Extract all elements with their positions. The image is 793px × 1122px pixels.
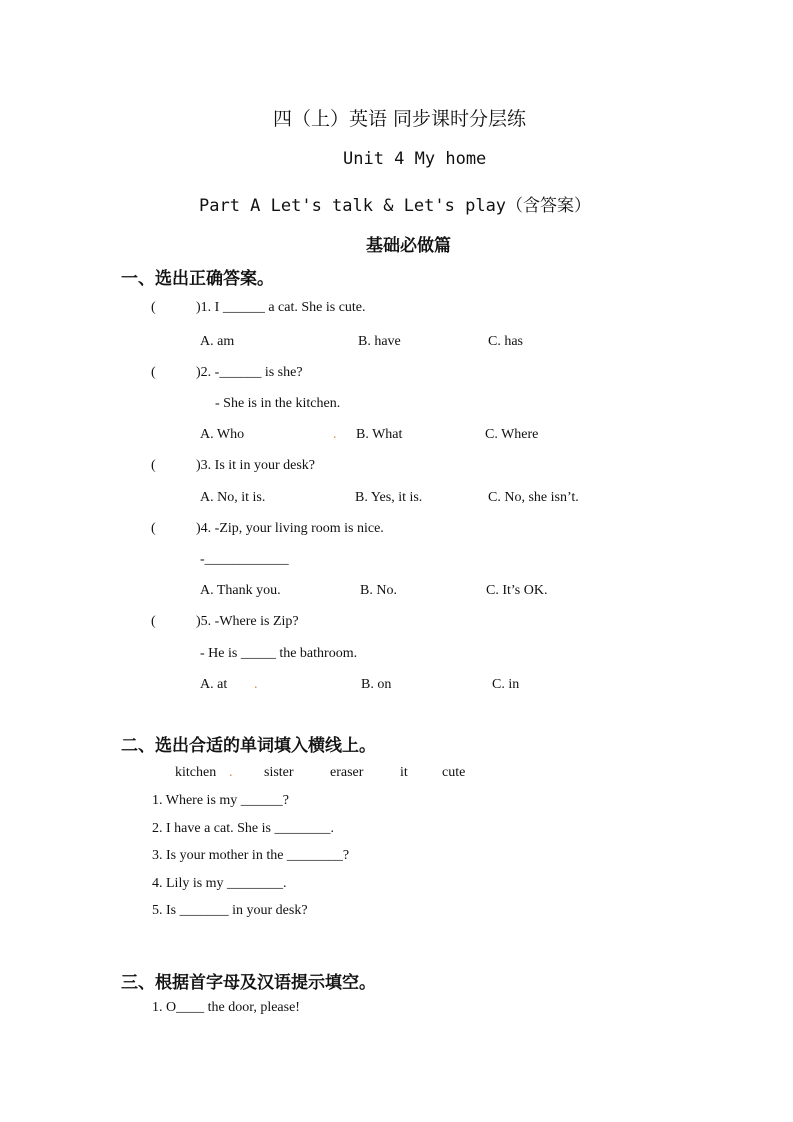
option-a: A. Thank you. [200, 583, 281, 598]
question-stem: )1. I ______ a cat. She is cute. [196, 300, 366, 315]
option-a: A. No, it is. [200, 490, 266, 505]
unit-title: Unit 4 My home [343, 149, 487, 169]
option-b: B. Yes, it is. [355, 490, 423, 505]
answer-bracket: ( [151, 365, 156, 380]
option-b: B. What [356, 427, 403, 442]
answer-bracket: ( [151, 458, 156, 473]
question-stem: )3. Is it in your desk? [196, 458, 315, 473]
fill-item-3: 3. Is your mother in the ________? [152, 848, 350, 863]
word-bank-item: it [400, 765, 408, 780]
word-bank-item: cute [442, 765, 466, 780]
section3-heading: 三、根据首字母及汉语提示填空。 [121, 973, 376, 993]
fill-item-2: 2. I have a cat. She is ________. [152, 821, 334, 836]
option-a: A. Who [200, 427, 245, 442]
answer-bracket: ( [151, 300, 156, 315]
word-bank-item: kitchen [175, 765, 217, 780]
question-sub-line: - He is _____ the bathroom. [200, 646, 358, 661]
answer-bracket: ( [151, 521, 156, 536]
option-c: C. It’s OK. [486, 583, 548, 598]
option-c: C. No, she isn’t. [488, 490, 579, 505]
question-stem: )5. -Where is Zip? [196, 614, 299, 629]
section1-heading: 一、选出正确答案。 [121, 269, 274, 289]
worksheet-title: 四（上）英语 同步课时分层练 [273, 108, 527, 130]
option-b: B. have [358, 334, 401, 349]
option-b: B. on [361, 677, 392, 692]
question-stem: )4. -Zip, your living room is nice. [196, 521, 384, 536]
question-sub-line: - She is in the kitchen. [215, 396, 341, 411]
question-stem: )2. -______ is she? [196, 365, 303, 380]
option-a: A. am [200, 334, 235, 349]
stray-dot: . [229, 765, 233, 780]
fill-item-4: 4. Lily is my ________. [152, 876, 287, 891]
option-a: A. at [200, 677, 228, 692]
answer-bracket: ( [151, 614, 156, 629]
word-bank-item: sister [264, 765, 294, 780]
option-b: B. No. [360, 583, 397, 598]
level-title: 基础必做篇 [366, 236, 451, 256]
option-c: C. Where [485, 427, 539, 442]
fill-item-1: 1. Where is my ______? [152, 793, 289, 808]
word-bank-item: eraser [330, 765, 364, 780]
option-c: C. in [492, 677, 520, 692]
section2-heading: 二、选出合适的单词填入横线上。 [121, 736, 376, 756]
option-c: C. has [488, 334, 523, 349]
fill-item-5: 5. Is _______ in your desk? [152, 903, 308, 918]
stray-dot: . [254, 677, 258, 692]
question-sub-line: -____________ [200, 552, 289, 567]
part-title: Part A Let's talk & Let's play（含答案） [199, 196, 592, 216]
fill-item-1: 1. O____ the door, please! [152, 1000, 300, 1015]
stray-dot: . [333, 427, 337, 442]
